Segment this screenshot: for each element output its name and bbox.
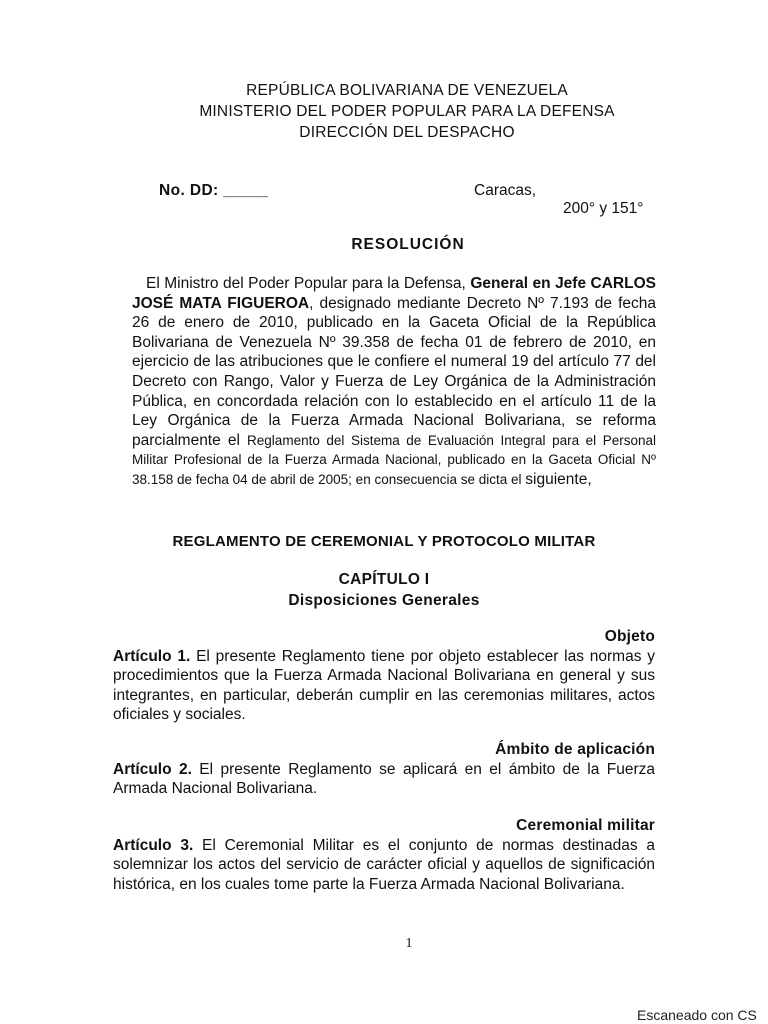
page-number: [0, 936, 768, 952]
chapter-heading: [0, 569, 768, 611]
document-place: Caracas,: [474, 182, 537, 199]
header-office: DIRECCIÓN DEL DESPACHO: [299, 124, 515, 141]
article-2-heading: Ámbito de aplicación: [495, 741, 655, 758]
article-3-text: El Ceremonial Militar es el conjunto de normas destinadas a solemnizar los actos del servicio de carácter oficial y aquellos de significación histórica, en los cuales tome parte la Fuerza Armada Nacional Bolivariana.: [113, 836, 655, 893]
document-number: No. DD: _____: [159, 182, 269, 199]
intro-part-3: Reglamento del Sistema de Evaluación Integral para el Personal Militar Profesional de la Fuerza Armada Nacional, publicado en la Gaceta Oficial Nº 38.158 de fecha 04 de abril de 2005; en consecuencia se dicta el: [132, 432, 656, 487]
intro-part-4: siguiente,: [525, 470, 592, 488]
article-2: [113, 740, 655, 799]
article-3-body: [113, 836, 655, 895]
article-2-body: [113, 760, 655, 799]
article-1-text: El presente Reglamento tiene por objeto establecer las normas y procedimientos que la Fuerza Armada Nacional Bolivariana en general y sus integrantes, en particular, deberán cumplir en las ceremonias militares, actos oficiales y sociales.: [113, 647, 656, 723]
intro-text: [132, 274, 656, 490]
regulation-title: [0, 533, 768, 550]
intro-part-2: , designado mediante Decreto Nº 7.193 de fecha 26 de enero de 2010, publicado en la Gaceta Oficial de la República Bolivariana de Venezuela Nº 39.358 de fecha 01 de febrero de 2010, en ejercicio de las atribuciones que le confiere el numeral 19 del artículo 77 del Decreto con Rango, Valor y Fuerza de Ley Orgánica de la Administración Pública, en concordada relación con lo establecido en el artículo 11 de la Ley Orgánica de la Fuerza Armada Nacional Bolivariana, se reforma parcialmente el: [132, 294, 656, 449]
document-header: [0, 80, 768, 143]
resolution-title: [0, 236, 768, 254]
article-1: [113, 627, 655, 725]
article-1-label: Artículo 1.: [113, 647, 191, 665]
document-years: 200° y 151°: [563, 200, 644, 217]
header-republic: REPÚBLICA BOLIVARIANA DE VENEZUELA: [246, 82, 568, 99]
article-1-heading: Objeto: [604, 628, 655, 645]
page-number-text: 1: [405, 936, 413, 951]
intro-minister-name: General en Jefe CARLOS JOSÉ MATA FIGUEROA: [132, 275, 656, 312]
article-3: [113, 816, 655, 894]
chapter-number: CAPÍTULO I: [338, 571, 430, 588]
intro-part-1: El Ministro del Poder Popular para la Defensa,: [146, 275, 471, 292]
article-3-label: Artículo 3.: [113, 836, 194, 854]
article-2-text: El presente Reglamento se aplicará en el ámbito de la Fuerza Armada Nacional Bolivariana.: [113, 760, 655, 797]
scanner-watermark: Escaneado con CS: [637, 1007, 757, 1023]
chapter-name: Disposiciones Generales: [288, 592, 480, 609]
article-2-label: Artículo 2.: [113, 760, 192, 778]
intro-paragraph: [132, 274, 656, 490]
article-1-body: [113, 647, 655, 725]
header-ministry: MINISTERIO DEL PODER POPULAR PARA LA DEFENSA: [199, 103, 615, 120]
resolution-title-text: RESOLUCIÓN: [351, 236, 465, 253]
article-3-heading: Ceremonial militar: [516, 817, 655, 834]
regulation-title-text: REGLAMENTO DE CEREMONIAL Y PROTOCOLO MILITAR: [172, 533, 596, 550]
